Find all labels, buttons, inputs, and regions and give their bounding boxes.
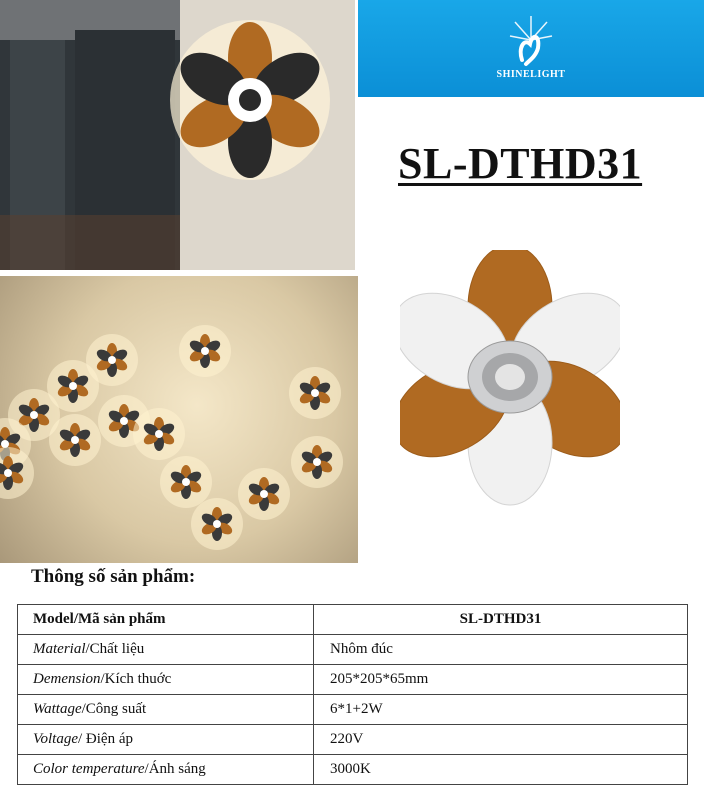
brand-logo-banner <box>358 0 704 97</box>
spec-label-en: Demension <box>33 671 101 687</box>
spec-label <box>18 695 314 725</box>
spec-row-material <box>18 635 688 665</box>
spec-value: 220V <box>314 725 688 755</box>
spec-label-vi: / Điện áp <box>78 731 133 747</box>
spec-label-en: Voltage <box>33 731 78 747</box>
wall-lamp-illustration <box>0 0 358 270</box>
spec-label <box>18 725 314 755</box>
spec-value: Nhôm đúc <box>314 635 688 665</box>
spec-header-value: SL-DTHD31 <box>314 605 688 635</box>
spec-label-vi: /Kích thuớc <box>100 671 172 687</box>
spec-row-dimension <box>18 665 688 695</box>
spec-label <box>18 755 314 785</box>
spec-label-en: Color temperature <box>33 761 145 777</box>
product-photo-wall <box>0 0 358 270</box>
spec-value: 6*1+2W <box>314 695 688 725</box>
spec-label-vi: /Công suất <box>81 701 147 717</box>
spec-value: 205*205*65mm <box>314 665 688 695</box>
spec-row-color-temperature <box>18 755 688 785</box>
spec-label-en: Wattage <box>33 701 82 717</box>
product-render-image <box>400 250 620 510</box>
spec-label-vi: /Chất liệu <box>85 641 145 657</box>
spec-label <box>18 635 314 665</box>
spec-label-vi: /Ánh sáng <box>144 761 206 777</box>
spec-table <box>17 604 688 785</box>
spec-label-en: Material <box>33 641 86 657</box>
spec-value: 3000K <box>314 755 688 785</box>
light-pattern-illustration <box>0 276 358 563</box>
spec-header-label: Model/Mã sản phẩm <box>18 605 314 635</box>
shinelight-logo-icon <box>508 14 554 68</box>
spec-row-wattage <box>18 695 688 725</box>
spec-row-voltage <box>18 725 688 755</box>
model-title: SL-DTHD31 <box>398 139 643 188</box>
brand-logo-text: SHINELIGHT <box>496 69 566 80</box>
product-photo-pattern <box>0 276 358 563</box>
spec-section-heading: Thông số sản phẩm: <box>31 566 196 587</box>
spec-header-row <box>18 605 688 635</box>
spec-label <box>18 665 314 695</box>
